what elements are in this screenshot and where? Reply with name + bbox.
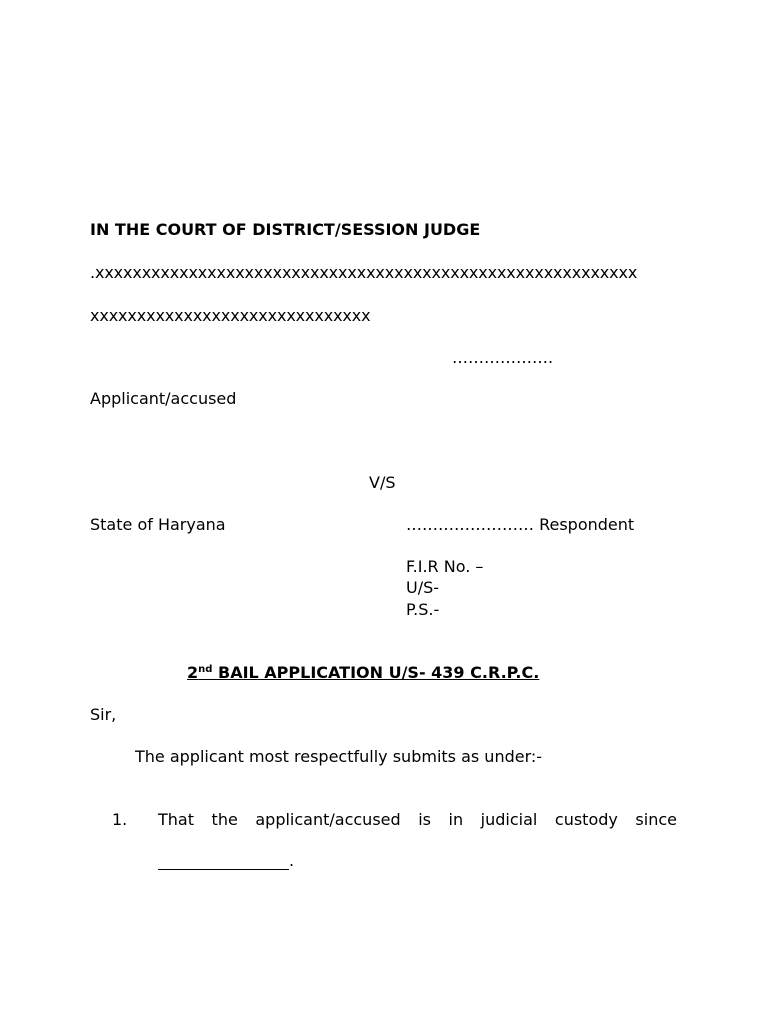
para-word: custody [554, 810, 618, 829]
respondent-label: …………………… Respondent [406, 515, 635, 534]
court-name-placeholder-line2: xxxxxxxxxxxxxxxxxxxxxxxxxxxxxx [90, 306, 371, 325]
para-word: That [158, 810, 194, 829]
paragraph-1-text [158, 810, 677, 830]
intro-statement: The applicant most respectfully submits as under:- [135, 747, 543, 766]
custody-date-blank [158, 851, 294, 871]
applicant-name-placeholder: ………………. [452, 348, 554, 367]
fir-number-label: F.I.R No. – [406, 557, 484, 576]
section-label: U/S- [406, 578, 440, 597]
para-word: the [211, 810, 238, 829]
paragraph-1-end: . [289, 851, 295, 870]
police-station-label: P.S.- [406, 600, 440, 619]
application-title [187, 663, 539, 683]
title-text: BAIL APPLICATION U/S- 439 C.R.P.C. [212, 663, 540, 682]
court-heading: IN THE COURT OF DISTRICT/SESSION JUDGE [90, 220, 481, 239]
state-name: State of Haryana [90, 515, 226, 534]
title-ordinal: 2 [187, 663, 199, 682]
fill-in-line [158, 851, 289, 870]
salutation: Sir, [90, 705, 117, 724]
applicant-label: Applicant/accused [90, 389, 237, 408]
title-ordinal-suffix: nd [198, 664, 213, 675]
paragraph-1 [112, 810, 677, 830]
paragraph-1-number: 1. [112, 810, 128, 829]
versus-label: V/S [369, 473, 396, 492]
para-word: applicant/accused [255, 810, 401, 829]
para-word: judicial [480, 810, 538, 829]
para-word: is [418, 810, 431, 829]
para-word: since [635, 810, 677, 829]
court-name-placeholder-line1: .xxxxxxxxxxxxxxxxxxxxxxxxxxxxxxxxxxxxxxxxxxxxxxxxxxxxxxxxxx [90, 263, 638, 282]
para-word: in [448, 810, 464, 829]
